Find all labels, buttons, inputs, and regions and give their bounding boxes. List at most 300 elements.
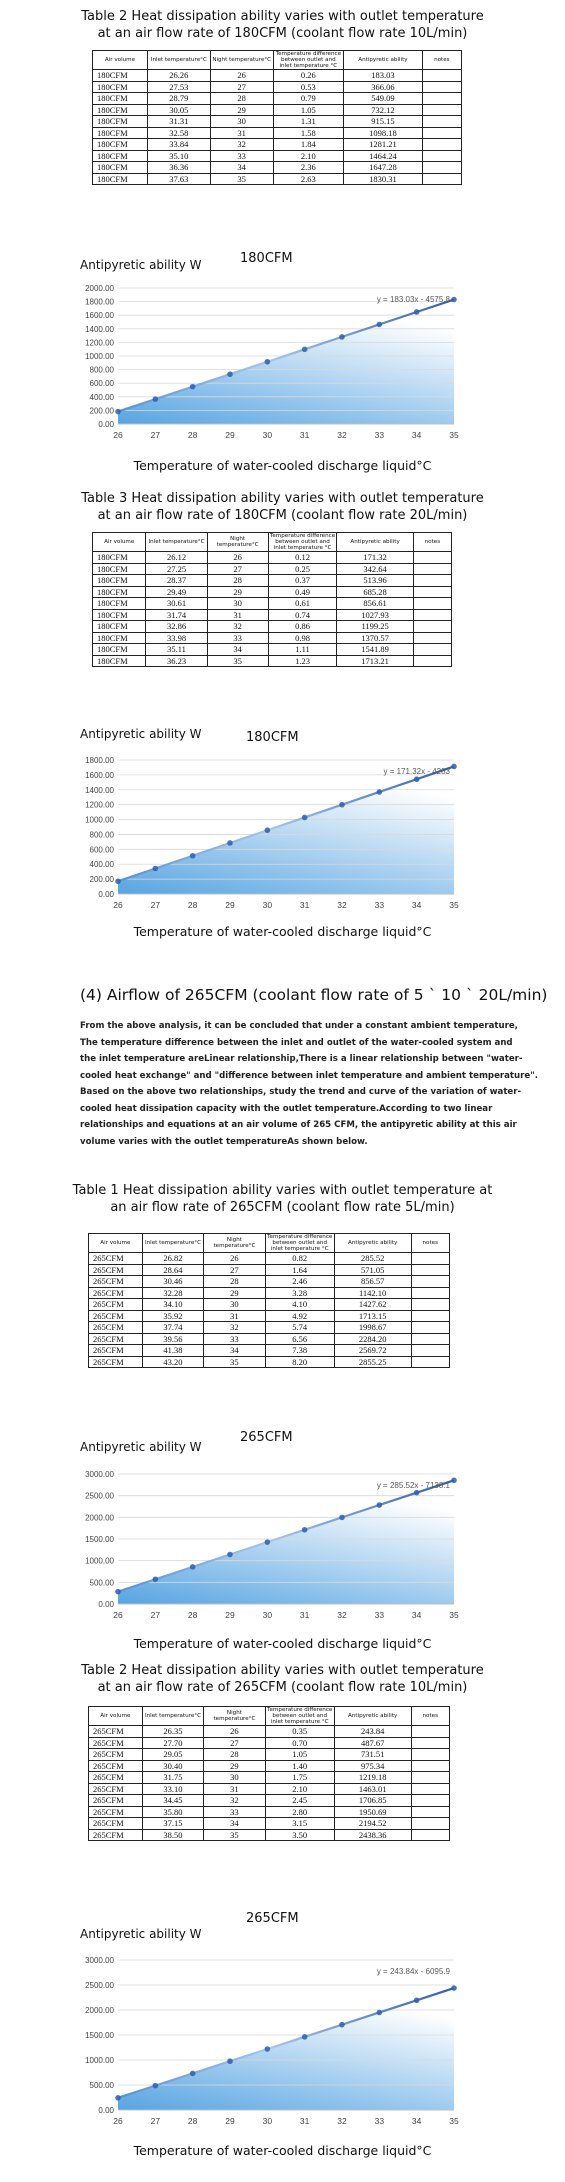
- table-cell: [411, 1345, 449, 1357]
- table-cell: 1.23: [268, 655, 337, 667]
- table-cell: 265CFM: [89, 1345, 143, 1357]
- table-cell: 265CFM: [89, 1795, 143, 1807]
- table-cell: 1427.62: [334, 1299, 411, 1311]
- table-cell: 31: [204, 1783, 265, 1795]
- table-cell: 8.20: [265, 1356, 334, 1368]
- table-cell: 1199.25: [337, 621, 413, 633]
- table-row: [93, 586, 452, 598]
- data-point: [153, 396, 159, 402]
- x-tick-label: 29: [225, 2116, 235, 2126]
- column-header: Antipyretic ability: [337, 533, 413, 552]
- x-tick-label: 34: [411, 430, 422, 440]
- table-cell: 32.86: [146, 621, 207, 633]
- column-header: Night temperature°C: [207, 533, 268, 552]
- table-cell: 2284.20: [334, 1333, 411, 1345]
- table-cell: 38.50: [142, 1829, 203, 1841]
- data-point: [451, 1985, 457, 1991]
- table-row: [93, 70, 462, 82]
- y-tick-label: 0.00: [98, 2106, 114, 2115]
- data-point: [153, 866, 159, 872]
- table-row: [93, 609, 452, 621]
- table-cell: 3.15: [265, 1818, 334, 1830]
- table-cell: 4.92: [265, 1310, 334, 1322]
- table-cell: 2.45: [265, 1795, 334, 1807]
- table-cell: 1713.15: [334, 1310, 411, 1322]
- column-header: Inlet temperature°C: [147, 51, 210, 70]
- table-cell: 2194.52: [334, 1818, 411, 1830]
- table-cell: 731.51: [334, 1749, 411, 1761]
- table-cell: [411, 1772, 449, 1784]
- data-point: [377, 322, 383, 328]
- data-point: [227, 2058, 233, 2064]
- table-cell: [411, 1356, 449, 1368]
- y-tick-label: 800.00: [89, 830, 114, 840]
- table-cell: 571.05: [334, 1264, 411, 1276]
- table-cell: [411, 1310, 449, 1322]
- table-cell: 35: [210, 173, 273, 185]
- table-row: [89, 1333, 450, 1345]
- chart-title: 180CFM: [246, 730, 299, 745]
- table-cell: 37.15: [142, 1818, 203, 1830]
- table-cell: [411, 1253, 449, 1265]
- table-cell: 33: [204, 1333, 265, 1345]
- table-row: [89, 1345, 450, 1357]
- table-cell: 31.31: [147, 116, 210, 128]
- table-cell: [422, 173, 461, 185]
- table-cell: 35.92: [142, 1310, 203, 1322]
- table-cell: 0.35: [265, 1726, 334, 1738]
- table-cell: 29.05: [142, 1749, 203, 1761]
- y-tick-label: 600.00: [89, 845, 114, 855]
- table-cell: 33: [207, 632, 268, 644]
- y-tick-label: 500.00: [89, 1578, 114, 1588]
- table-title: Table 2 Heat dissipation ability varies with outlet temperature at an air flow rate of 180CFM (coolant flow rate 10L/min): [81, 9, 484, 41]
- x-tick-label: 29: [225, 900, 235, 910]
- table-row: [93, 575, 452, 587]
- x-tick-label: 31: [299, 430, 310, 440]
- section-heading: (4) Airflow of 265CFM (coolant flow rate of 5 ` 10 ` 20L/min): [80, 986, 548, 1004]
- table-cell: 1027.93: [337, 609, 413, 621]
- table-row: [89, 1806, 450, 1818]
- x-tick-label: 28: [187, 430, 198, 440]
- y-tick-label: 3000.00: [85, 1956, 114, 1965]
- table-cell: 180CFM: [93, 609, 146, 621]
- line-chart: [70, 1952, 470, 2132]
- y-tick-label: 2500.00: [85, 1491, 114, 1501]
- table-cell: 2569.72: [334, 1345, 411, 1357]
- data-point: [451, 1477, 457, 1483]
- table-cell: 2855.25: [334, 1356, 411, 1368]
- table-cell: [413, 575, 451, 587]
- table-cell: 28: [207, 575, 268, 587]
- table-cell: 265CFM: [89, 1299, 143, 1311]
- table-cell: 29: [207, 586, 268, 598]
- table-cell: 31: [204, 1310, 265, 1322]
- table-cell: 180CFM: [93, 104, 148, 116]
- table-cell: 265CFM: [89, 1276, 143, 1288]
- table-row: [89, 1299, 450, 1311]
- table-cell: 180CFM: [93, 632, 146, 644]
- table-row: [89, 1749, 450, 1761]
- data-point: [227, 371, 233, 377]
- table-cell: [413, 598, 451, 610]
- table-cell: 1647.28: [344, 162, 423, 174]
- column-header: Antipyretic ability: [334, 1707, 411, 1726]
- table-cell: 1950.69: [334, 1806, 411, 1818]
- table-row: [89, 1726, 450, 1738]
- table-cell: [411, 1726, 449, 1738]
- table-cell: [413, 563, 451, 575]
- table-cell: [411, 1749, 449, 1761]
- table-cell: 26: [210, 70, 273, 82]
- table-cell: 0.37: [268, 575, 337, 587]
- table-cell: [411, 1829, 449, 1841]
- data-point: [339, 1515, 345, 1521]
- table-cell: 0.53: [273, 81, 344, 93]
- x-tick-label: 33: [374, 430, 385, 440]
- table-title: Table 3 Heat dissipation ability varies with outlet temperature at an air flow rate of 180CFM (coolant flow rate 20L/min): [81, 491, 484, 523]
- table-cell: 180CFM: [93, 173, 148, 185]
- table-cell: [411, 1806, 449, 1818]
- table-cell: 180CFM: [93, 139, 148, 151]
- data-point: [414, 1490, 420, 1496]
- table-cell: 35.80: [142, 1806, 203, 1818]
- line-chart: [70, 752, 470, 916]
- x-tick-label: 26: [113, 900, 123, 910]
- table-cell: 0.49: [268, 586, 337, 598]
- x-tick-label: 30: [262, 1610, 273, 1620]
- table-row: [93, 116, 462, 128]
- table-row: [89, 1356, 450, 1368]
- table-cell: 265CFM: [89, 1333, 143, 1345]
- table-cell: 1.11: [268, 644, 337, 656]
- table-cell: [422, 93, 461, 105]
- table-cell: 29: [204, 1287, 265, 1299]
- data-point: [377, 2010, 383, 2016]
- table-row: [89, 1783, 450, 1795]
- table-cell: 1706.85: [334, 1795, 411, 1807]
- table-row: [93, 81, 462, 93]
- y-tick-label: 200.00: [89, 875, 114, 885]
- column-header: Inlet temperature°C: [146, 533, 207, 552]
- table-cell: 285.52: [334, 1253, 411, 1265]
- table-cell: 34: [207, 644, 268, 656]
- data-point: [153, 2083, 159, 2089]
- table-cell: 1541.89: [337, 644, 413, 656]
- table-cell: [413, 655, 451, 667]
- table-header-row: [89, 1707, 450, 1726]
- data-point: [115, 2095, 121, 2101]
- data-point: [190, 2071, 196, 2077]
- column-header: Antipyretic ability: [344, 51, 423, 70]
- data-point: [115, 409, 121, 415]
- table-cell: 856.61: [337, 598, 413, 610]
- x-tick-label: 34: [411, 900, 422, 910]
- y-tick-label: 2000.00: [85, 284, 114, 293]
- table-cell: 3.28: [265, 1287, 334, 1299]
- area-fill: [118, 1480, 454, 1604]
- data-point: [265, 1539, 271, 1545]
- table-row: [93, 621, 452, 633]
- table-cell: 26: [204, 1726, 265, 1738]
- table-cell: 26.26: [147, 70, 210, 82]
- data-point: [227, 1552, 233, 1558]
- table-cell: 4.10: [265, 1299, 334, 1311]
- column-header: Night temperature°C: [204, 1707, 265, 1726]
- y-tick-label: 2000.00: [85, 1513, 114, 1523]
- table-cell: 31.74: [146, 609, 207, 621]
- table-cell: 180CFM: [93, 621, 146, 633]
- table-cell: 2.63: [273, 173, 344, 185]
- table-cell: 30.61: [146, 598, 207, 610]
- table-cell: 265CFM: [89, 1737, 143, 1749]
- table-cell: 39.56: [142, 1333, 203, 1345]
- x-tick-label: 26: [113, 430, 123, 440]
- table-cell: 28: [210, 93, 273, 105]
- column-header: Air volume: [89, 1707, 143, 1726]
- trendline-equation: y = 171.32x - 4283: [383, 767, 450, 776]
- table-cell: 1464.24: [344, 150, 423, 162]
- data-table: [88, 1233, 450, 1368]
- table-row: [89, 1264, 450, 1276]
- table-cell: 33: [204, 1806, 265, 1818]
- table-cell: 37.63: [147, 173, 210, 185]
- table-cell: 34.45: [142, 1795, 203, 1807]
- table-cell: [413, 552, 451, 564]
- table-cell: 35: [204, 1829, 265, 1841]
- table-cell: [413, 609, 451, 621]
- table-cell: 41.38: [142, 1345, 203, 1357]
- column-header: Inlet temperature°C: [142, 1234, 203, 1253]
- table-cell: 27.25: [146, 563, 207, 575]
- y-tick-label: 1500.00: [85, 2031, 114, 2040]
- data-point: [115, 878, 121, 884]
- table-cell: 0.74: [268, 609, 337, 621]
- y-tick-label: 2500.00: [85, 1981, 114, 1990]
- table-row: [89, 1760, 450, 1772]
- column-header: notes: [422, 51, 461, 70]
- y-tick-label: 1400.00: [85, 324, 114, 334]
- table-cell: [422, 139, 461, 151]
- table-cell: 1.31: [273, 116, 344, 128]
- table-cell: 35: [207, 655, 268, 667]
- table-cell: 34.10: [142, 1299, 203, 1311]
- y-axis-label: Antipyretic ability W: [80, 727, 202, 741]
- table-cell: [411, 1287, 449, 1299]
- x-tick-label: 29: [225, 430, 235, 440]
- y-tick-label: 2000.00: [85, 2006, 114, 2015]
- table-row: [89, 1276, 450, 1288]
- table-cell: 265CFM: [89, 1829, 143, 1841]
- table-row: [89, 1322, 450, 1334]
- x-tick-label: 28: [187, 2116, 198, 2126]
- column-header: Night temperature°C: [204, 1234, 265, 1253]
- table-cell: 180CFM: [93, 116, 148, 128]
- data-point: [302, 347, 308, 353]
- table-cell: 32: [204, 1795, 265, 1807]
- table-cell: 685.28: [337, 586, 413, 598]
- data-point: [339, 802, 345, 808]
- x-tick-label: 30: [262, 430, 273, 440]
- data-point: [227, 840, 233, 846]
- x-axis-label: Temperature of water-cooled discharge liquid°C: [133, 924, 432, 939]
- data-point: [414, 776, 420, 782]
- x-tick-label: 26: [113, 2116, 123, 2126]
- table-cell: 27: [204, 1264, 265, 1276]
- table-cell: 265CFM: [89, 1264, 143, 1276]
- table-cell: 35.10: [147, 150, 210, 162]
- table-cell: 732.12: [344, 104, 423, 116]
- table-cell: [411, 1783, 449, 1795]
- table-cell: [422, 150, 461, 162]
- y-tick-label: 0.00: [98, 420, 114, 429]
- table-cell: 27.70: [142, 1737, 203, 1749]
- table-cell: 0.98: [268, 632, 337, 644]
- table-row: [89, 1253, 450, 1265]
- table-cell: [411, 1333, 449, 1345]
- y-tick-label: 1000.00: [85, 2056, 114, 2065]
- data-point: [339, 2022, 345, 2028]
- table-cell: 0.70: [265, 1737, 334, 1749]
- y-tick-label: 1000.00: [85, 1556, 114, 1566]
- table-cell: 265CFM: [89, 1749, 143, 1761]
- table-cell: 915.15: [344, 116, 423, 128]
- table-cell: 265CFM: [89, 1322, 143, 1334]
- table-cell: 30.05: [147, 104, 210, 116]
- column-header: notes: [411, 1234, 449, 1253]
- column-header: Air volume: [93, 533, 146, 552]
- x-tick-label: 28: [187, 900, 198, 910]
- table-cell: 33.98: [146, 632, 207, 644]
- data-point: [265, 359, 271, 365]
- table-cell: 35.11: [146, 644, 207, 656]
- table-cell: 265CFM: [89, 1726, 143, 1738]
- line-chart: [70, 280, 470, 446]
- data-point: [451, 297, 457, 303]
- x-tick-label: 27: [150, 2116, 161, 2126]
- y-tick-label: 800.00: [89, 365, 114, 375]
- table-cell: [413, 644, 451, 656]
- table-cell: 180CFM: [93, 586, 146, 598]
- table-cell: 28: [204, 1276, 265, 1288]
- table-cell: 513.96: [337, 575, 413, 587]
- table-cell: 180CFM: [93, 93, 148, 105]
- table-cell: 43.20: [142, 1356, 203, 1368]
- table-cell: 32: [207, 621, 268, 633]
- table-cell: [422, 116, 461, 128]
- table-cell: 29: [210, 104, 273, 116]
- table-row: [93, 162, 462, 174]
- table-cell: 265CFM: [89, 1356, 143, 1368]
- table-cell: 180CFM: [93, 70, 148, 82]
- table-cell: 342.64: [337, 563, 413, 575]
- chart-title: 265CFM: [240, 1430, 293, 1445]
- table-cell: 36.23: [146, 655, 207, 667]
- table-cell: [411, 1760, 449, 1772]
- table-cell: 265CFM: [89, 1818, 143, 1830]
- table-cell: 1713.21: [337, 655, 413, 667]
- table-row: [93, 632, 452, 644]
- data-point: [414, 1997, 420, 2003]
- table-cell: 33: [210, 150, 273, 162]
- table-cell: 180CFM: [93, 644, 146, 656]
- table-cell: 1.64: [265, 1264, 334, 1276]
- table-cell: 5.74: [265, 1322, 334, 1334]
- y-tick-label: 1500.00: [85, 1535, 114, 1544]
- table-cell: [411, 1795, 449, 1807]
- table-cell: [413, 621, 451, 633]
- table-cell: 27: [207, 563, 268, 575]
- table-cell: 1830.31: [344, 173, 423, 185]
- table-cell: 1.58: [273, 127, 344, 139]
- table-cell: 1098.18: [344, 127, 423, 139]
- table-cell: 1.75: [265, 1772, 334, 1784]
- table-cell: 31: [207, 609, 268, 621]
- column-header: Air volume: [89, 1234, 143, 1253]
- x-tick-label: 32: [337, 1610, 347, 1620]
- table-cell: 29.49: [146, 586, 207, 598]
- table-cell: [411, 1322, 449, 1334]
- x-tick-label: 35: [449, 1610, 459, 1620]
- data-table: [92, 532, 452, 667]
- table-cell: 29: [204, 1760, 265, 1772]
- x-tick-label: 32: [337, 430, 347, 440]
- column-header: notes: [413, 533, 451, 552]
- x-tick-label: 35: [449, 900, 459, 910]
- table-cell: 487.67: [334, 1737, 411, 1749]
- area-fill: [118, 300, 454, 424]
- column-header: Air volume: [93, 51, 148, 70]
- table-cell: 1370.57: [337, 632, 413, 644]
- table-cell: 180CFM: [93, 162, 148, 174]
- table-cell: 28: [204, 1749, 265, 1761]
- table-cell: 32: [204, 1322, 265, 1334]
- y-tick-label: 400.00: [89, 860, 114, 870]
- table-cell: 32.58: [147, 127, 210, 139]
- table-cell: [422, 162, 461, 174]
- table-cell: 180CFM: [93, 598, 146, 610]
- y-tick-label: 1000.00: [85, 815, 114, 825]
- x-tick-label: 30: [262, 2116, 273, 2126]
- table-cell: 32.28: [142, 1287, 203, 1299]
- table-cell: 856.57: [334, 1276, 411, 1288]
- table-cell: [422, 81, 461, 93]
- table-cell: 0.82: [265, 1253, 334, 1265]
- x-tick-label: 33: [374, 1610, 385, 1620]
- table-cell: [422, 127, 461, 139]
- x-tick-label: 27: [150, 1610, 161, 1620]
- y-tick-label: 0.00: [98, 1600, 114, 1609]
- x-tick-label: 26: [113, 1610, 123, 1620]
- data-point: [302, 2034, 308, 2040]
- data-table: [92, 50, 462, 185]
- y-axis-label: Antipyretic ability W: [80, 258, 202, 272]
- table-cell: 265CFM: [89, 1783, 143, 1795]
- table-row: [93, 598, 452, 610]
- table-cell: 975.34: [334, 1760, 411, 1772]
- table-cell: [413, 632, 451, 644]
- table-cell: 30.40: [142, 1760, 203, 1772]
- data-point: [115, 1589, 121, 1595]
- table-cell: 265CFM: [89, 1806, 143, 1818]
- table-row: [93, 127, 462, 139]
- table-row: [93, 93, 462, 105]
- table-cell: 36.36: [147, 162, 210, 174]
- table-cell: 26: [207, 552, 268, 564]
- y-tick-label: 1800.00: [85, 297, 114, 307]
- table-cell: 366.06: [344, 81, 423, 93]
- table-cell: 30: [204, 1772, 265, 1784]
